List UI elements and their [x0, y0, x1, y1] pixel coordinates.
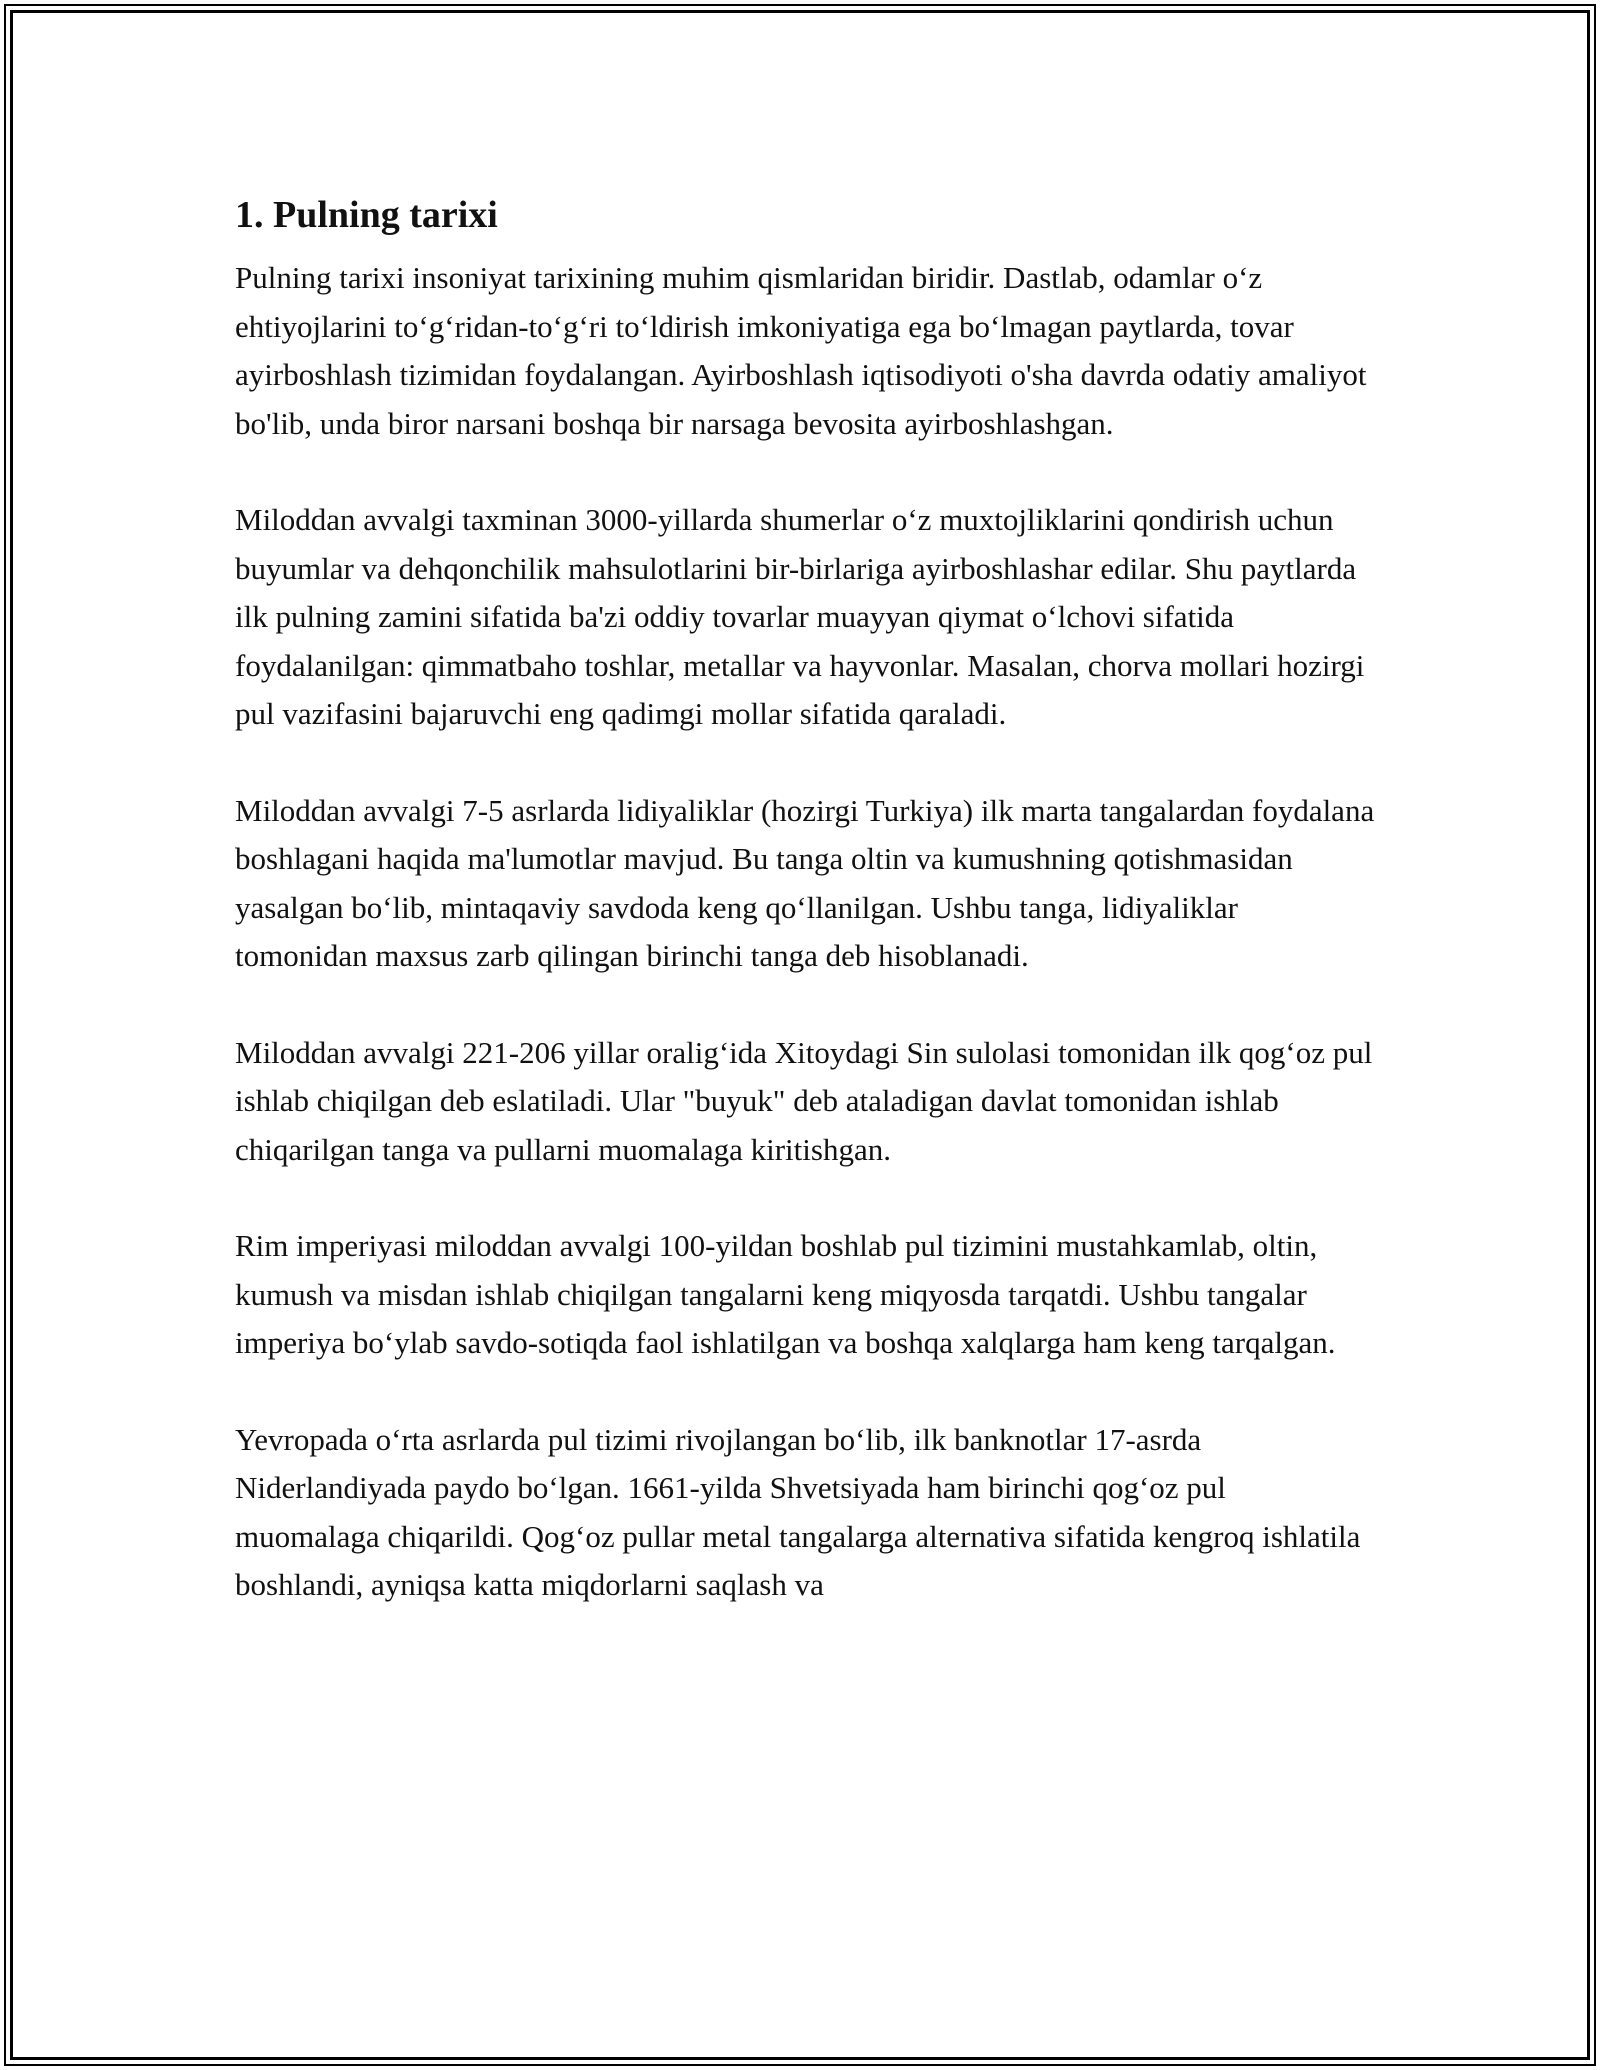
- paragraph-3: Miloddan avvalgi 7-5 asrlarda lidiyaliklar (hozirgi Turkiya) ilk marta tangalardan foydalana boshlagani haqida ma'lumotlar mavjud. Bu tanga oltin va kumushning qotishmasidan yasalgan bo‘lib, mintaqaviy savdoda keng qo‘llanilgan. Ushbu tanga, lidiyaliklar tomonidan maxsus zarb qilingan birinchi tanga deb hisoblanadi.: [235, 792, 1375, 973]
- paragraph-2: Miloddan avvalgi taxminan 3000-yillarda shumerlar o‘z muxtojliklarini qondirish uchun buyumlar va dehqonchilik mahsulotlarini bir-birlariga ayirboshlashar edilar. Shu paytlarda ilk pulning zamini sifatida ba'zi oddiy tovarlar muayyan qiymat o‘lchovi sifatida foydalanilgan: qimmatbaho toshlar, metallar va hayvonlar. Masalan, chorva mollari hozirgi pul vazifasini bajaruvchi eng qadimgi mollar sifatida qaraladi.: [235, 502, 1365, 731]
- paragraph-4: Miloddan avvalgi 221-206 yillar oralig‘ida Xitoydagi Sin sulolasi tomonidan ilk qog‘oz pul ishlab chiqilgan deb eslatiladi. Ular "buyuk" deb ataladigan davlat tomonidan ishlab chiqarilgan tanga va pullarni muomalaga kiritishgan.: [235, 1034, 1373, 1167]
- section-heading: 1. Pulning tarixi: [235, 194, 498, 236]
- document-body: [235, 188, 1375, 1658]
- paragraph-1: Pulning tarixi insoniyat tarixining muhim qismlaridan biridir. Dastlab, odamlar o‘z ehtiyojlarini to‘g‘ridan-to‘g‘ri to‘ldirish imkoniyatiga ega bo‘lmagan paytlarda, tovar ayirboshlash tizimidan foydalangan. Ayirboshlash iqtisodiyoti o'sha davrda odatiy amaliyot bo'lib, unda biror narsani boshqa bir narsaga bevosita ayirboshlashgan.: [235, 260, 1367, 441]
- paragraph-6: Yevropada o‘rta asrlarda pul tizimi rivojlangan bo‘lib, ilk banknotlar 17-asrda Niderlandiyada paydo bo‘lgan. 1661-yilda Shvetsiyada ham birinchi qog‘oz pul muomalaga chiqarildi. Qog‘oz pullar metal tangalarga alternativa sifatida kengroq ishlatila boshlandi, ayniqsa katta miqdorlarni saqlash va: [235, 1421, 1361, 1602]
- paragraph-5: Rim imperiyasi miloddan avvalgi 100-yildan boshlab pul tizimini mustahkamlab, oltin, kumush va misdan ishlab chiqilgan tangalarni keng miqyosda tarqatdi. Ushbu tangalar imperiya bo‘ylab savdo-sotiqda faol ishlatilgan va boshqa xalqlarga ham keng tarqalgan.: [235, 1228, 1336, 1360]
